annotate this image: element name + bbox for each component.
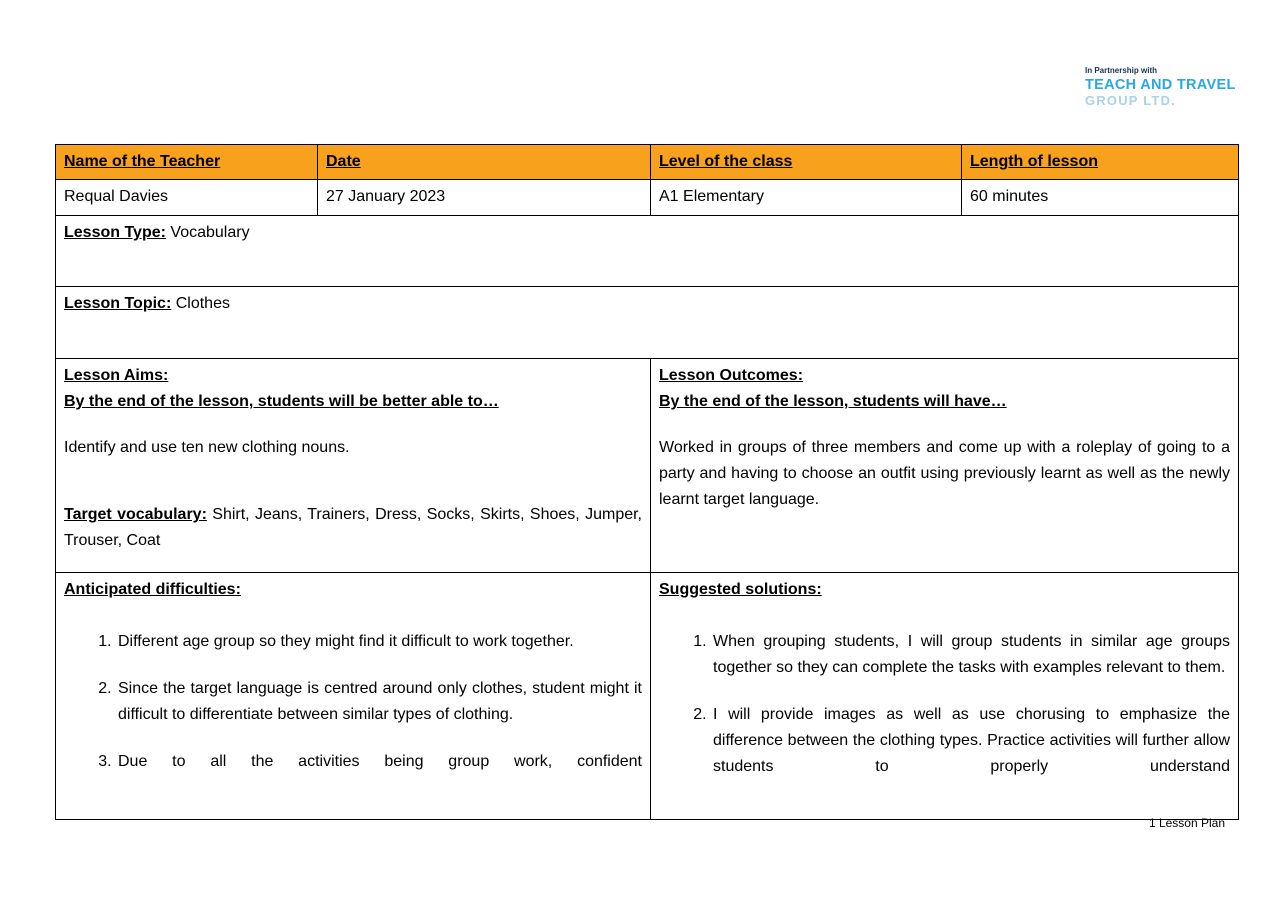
lesson-topic-value: Clothes xyxy=(175,295,230,312)
suggested-solutions-heading: Suggested solutions: xyxy=(659,581,822,598)
solutions-list xyxy=(659,629,1230,780)
aims-outcomes-row xyxy=(56,359,1239,573)
header-date: Date xyxy=(318,145,651,180)
lesson-aims-body: Identify and use ten new clothing nouns. xyxy=(64,439,350,456)
difficulties-list xyxy=(64,629,642,775)
logo-title: TEACH AND TRAVEL xyxy=(1085,77,1236,94)
anticipated-difficulties-cell xyxy=(56,573,651,820)
list-item: 1. When grouping students, I will group students in similar age groups together so they can complete the tasks with examples relevant to them. xyxy=(711,629,1230,681)
lesson-aims-cell xyxy=(56,359,651,573)
page-footer: 1 Lesson Plan xyxy=(1148,816,1225,830)
difficulties-solutions-row xyxy=(56,573,1239,820)
table-header-row xyxy=(56,145,1239,180)
lesson-outcomes-heading: Lesson Outcomes: xyxy=(659,367,804,384)
lesson-topic-label: Lesson Topic: xyxy=(64,295,172,312)
lesson-type-value: Vocabulary xyxy=(170,224,250,241)
partner-logo xyxy=(1085,66,1236,109)
header-name-of-teacher: Name of the Teacher xyxy=(56,145,318,180)
lesson-type-row xyxy=(56,216,1239,287)
lesson-aims-heading: Lesson Aims: xyxy=(64,367,169,384)
table-values-row xyxy=(56,180,1239,216)
lesson-outcomes-cell xyxy=(651,359,1239,573)
header-length-of-lesson: Length of lesson xyxy=(962,145,1239,180)
logo-subtitle: GROUP LTD. xyxy=(1085,92,1176,108)
lesson-topic-row xyxy=(56,287,1239,359)
lesson-type-label: Lesson Type: xyxy=(64,224,166,241)
list-item: 2. I will provide images as well as use chorusing to emphasize the difference between the clothing types. Practice activities will further allow students to properly understand xyxy=(711,702,1230,780)
header-level-of-class: Level of the class xyxy=(651,145,962,180)
lesson-outcomes-subheading: By the end of the lesson, students will have… xyxy=(659,393,1007,410)
list-item: 3. Due to all the activities being group work, confident xyxy=(116,749,642,775)
anticipated-difficulties-heading: Anticipated difficulties: xyxy=(64,581,241,598)
lesson-outcomes-body: Worked in groups of three members and come up with a roleplay of going to a party and having to choose an outfit using previously learnt as well as the newly learnt target language. xyxy=(659,439,1230,508)
lesson-plan-table xyxy=(55,144,1239,820)
target-vocabulary-value: Shirt, Jeans, Trainers, Dress, Socks, Skirts, Shoes, Jumper, Trouser, Coat xyxy=(64,506,643,549)
lesson-aims-subheading: By the end of the lesson, students will be better able to… xyxy=(64,393,499,410)
teacher-name-value: Requal Davies xyxy=(56,180,318,216)
class-level-value: A1 Elementary xyxy=(651,180,962,216)
lesson-type-cell xyxy=(56,216,1239,287)
list-item: 2. Since the target language is centred around only clothes, student might it difficult to differentiate between similar types of clothing. xyxy=(116,676,642,728)
suggested-solutions-cell xyxy=(651,573,1239,820)
lesson-length-value: 60 minutes xyxy=(962,180,1239,216)
target-vocabulary xyxy=(64,502,642,554)
logo-tagline: In Partnership with xyxy=(1085,66,1158,75)
target-vocabulary-label: Target vocabulary: xyxy=(64,506,207,523)
date-value: 27 January 2023 xyxy=(318,180,651,216)
list-item: 1. Different age group so they might find it difficult to work together. xyxy=(116,629,642,655)
lesson-topic-cell xyxy=(56,287,1239,359)
